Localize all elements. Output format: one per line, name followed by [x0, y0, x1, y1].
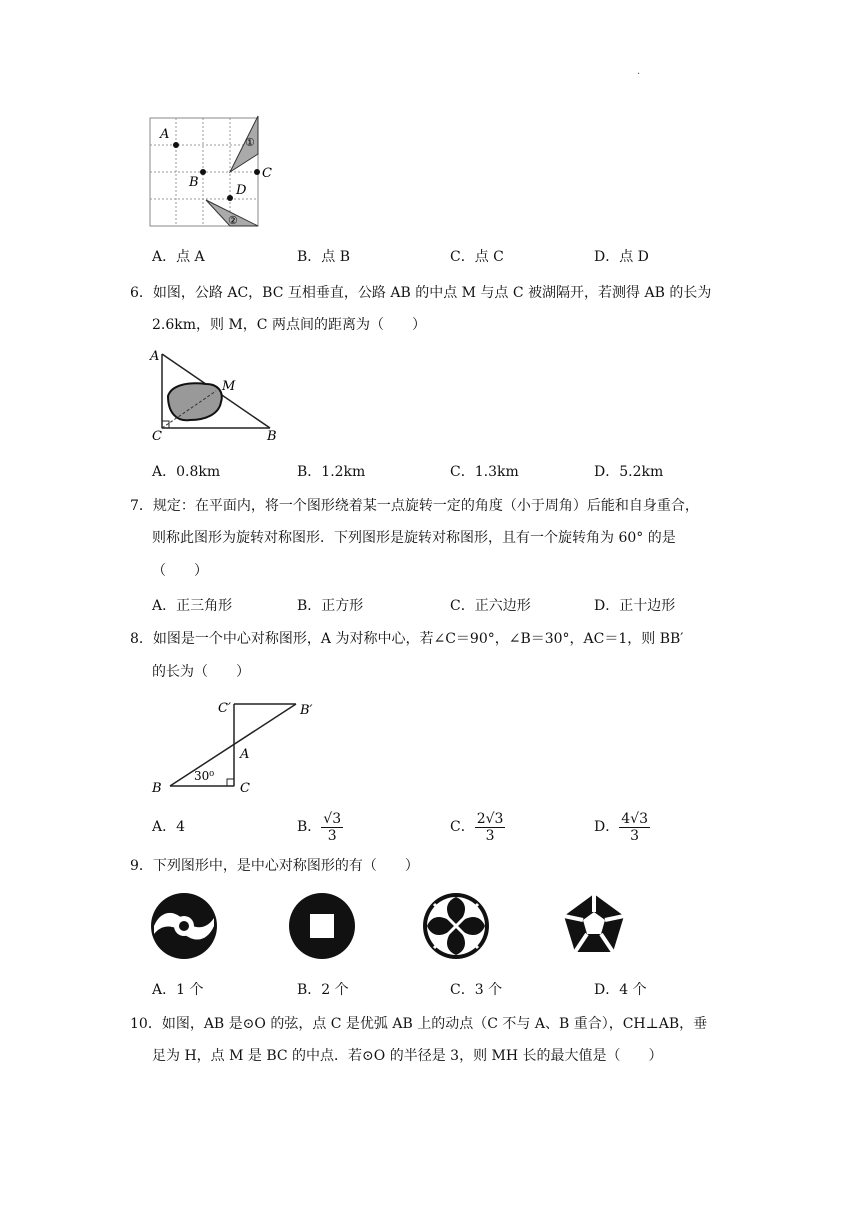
q8-label-c: C — [240, 781, 250, 796]
header-mark: . — [637, 66, 641, 77]
q8-option-b — [297, 808, 343, 846]
q8-option-d-numerator: 4√3 — [621, 810, 648, 827]
q6-option-b: B．1.2km — [297, 464, 366, 480]
q9-option-d: D．4 个 — [594, 982, 647, 998]
q7-option-d: D．正十边形 — [594, 598, 676, 614]
q8-option-b-numerator: √3 — [323, 810, 342, 827]
q8-option-d-fraction — [619, 811, 650, 844]
q7-text-line1: 7．规定：在平面内，将一个图形绕着某一点旋转一定的角度（小于周角）后能和自身重合， — [130, 498, 699, 514]
q5-label-a: A — [160, 127, 170, 142]
q5-grid-figure — [146, 114, 276, 230]
q8-option-c-fraction — [475, 811, 506, 844]
q8-text-line1: 8．如图是一个中心对称图形，A 为对称中心，若∠C＝90°，∠B＝30°，AC＝1，则 BB′ — [130, 631, 684, 647]
q7-text-line2: 则称此图形为旋转对称图形．下列图形是旋转对称图形，且有一个旋转角为 60° 的是 — [152, 530, 676, 546]
q8-option-d-prefix: D． — [594, 819, 620, 835]
q8-label-b: B — [152, 781, 162, 796]
q5-option-a: A．点 A — [152, 249, 205, 265]
q5-label-one: ① — [245, 136, 255, 149]
q5-label-d: D — [236, 183, 247, 198]
q6-label-m: M — [222, 379, 236, 394]
q6-label-a: A — [150, 349, 160, 364]
q8-label-b-prime: B′ — [300, 703, 313, 718]
q6-text-line1: 6．如图，公路 AC，BC 互相垂直，公路 AB 的中点 M 与点 C 被湖隔开，若测得 AB 的长为 — [130, 285, 712, 301]
q6-option-c: C．1.3km — [450, 464, 519, 480]
q8-option-c-denominator: 3 — [485, 827, 495, 844]
q10-text-line1: 10．如图，AB 是⊙O 的弦，点 C 是优弧 AB 上的动点（C 不与 A、B 重合），CH⊥AB，垂 — [130, 1016, 708, 1032]
q6-label-b: B — [267, 429, 277, 444]
q9-option-c: C．3 个 — [450, 982, 503, 998]
q8-label-c-prime: C′ — [218, 701, 231, 716]
q7-option-c: C．正六边形 — [450, 598, 531, 614]
q5-label-two: ② — [228, 214, 238, 227]
q5-label-b: B — [189, 175, 199, 190]
q8-figure — [146, 696, 326, 798]
q10-text-line2: 足为 H，点 M 是 BC 的中点．若⊙O 的半径是 3，则 MH 长的最大值是（ ） — [152, 1048, 663, 1064]
q8-option-b-prefix: B． — [297, 819, 322, 835]
q8-label-a: A — [240, 747, 250, 762]
q6-lake-figure — [146, 348, 286, 444]
q9-figure-3-petals — [420, 890, 492, 962]
q8-option-c-prefix: C． — [450, 819, 475, 835]
q9-figure-4-pentagon — [558, 890, 630, 962]
q7-option-b: B．正方形 — [297, 598, 364, 614]
q9-figure-2-coin — [286, 890, 358, 962]
q6-text-line2: 2.6km，则 M，C 两点间的距离为（ ） — [152, 317, 426, 333]
q8-option-d — [594, 808, 650, 846]
q8-option-c — [450, 808, 505, 846]
q9-figure-1-yin-yang-swirl — [148, 890, 220, 962]
q8-option-b-denominator: 3 — [327, 827, 337, 844]
q6-option-a: A．0.8km — [152, 464, 221, 480]
q5-label-c: C — [262, 166, 272, 181]
q8-option-c-numerator: 2√3 — [476, 810, 504, 827]
q8-option-a: A．4 — [152, 819, 186, 835]
q6-label-c: C — [152, 429, 162, 444]
q5-option-c: C．点 C — [450, 249, 504, 265]
q6-option-d: D．5.2km — [594, 464, 664, 480]
q7-text-line3: （ ） — [152, 563, 208, 579]
q9-option-b: B．2 个 — [297, 982, 349, 998]
q8-option-b-fraction — [321, 811, 343, 844]
q8-option-d-denominator: 3 — [630, 827, 640, 844]
q9-text-line1: 9．下列图形中，是中心对称图形的有（ ） — [130, 858, 419, 874]
q8-label-angle: 30⁰ — [194, 769, 215, 783]
q7-option-a: A．正三角形 — [152, 598, 233, 614]
q5-option-b: B．点 B — [297, 249, 351, 265]
q8-text-line2: 的长为（ ） — [152, 664, 250, 680]
q9-option-a: A．1 个 — [152, 982, 204, 998]
q5-option-d: D．点 D — [594, 249, 649, 265]
